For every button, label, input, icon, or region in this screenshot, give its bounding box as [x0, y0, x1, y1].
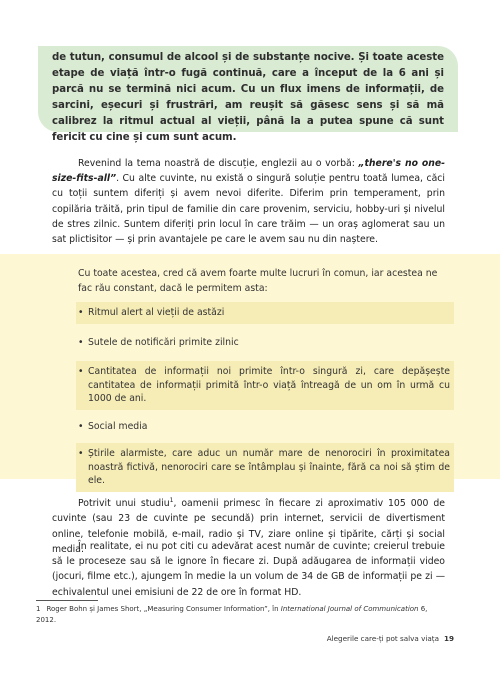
- paragraph-study: Potrivit unui studiu$^1$, oamenii primesc în fiecare zi aproximativ 105 000 de cuvinte (sau 23 de cuvinte pe secundă) prin internet, servicii de divertisment online, telefonie mobilă, e-mail, radio și TV, ziare online și tipărite, cărți și social media.: [52, 497, 445, 555]
- page-footer: [327, 634, 454, 643]
- footnote-reference[interactable]: 1: [169, 497, 174, 504]
- footnote: 1 Roger Bohn și James Short, „Measuring Consumer Information”, în International Journal of Communication 6, 2012.: [36, 605, 428, 624]
- footnote-number: 1: [36, 605, 41, 613]
- paragraph-intro-quote: „there's no one-size-fits-all”: [52, 158, 445, 185]
- paragraph-reality: În realitate, ei nu pot citi cu adevărat acest număr de cuvinte; creierul trebuie să le proceseze sau să le ignore în fiecare zi. După adăugarea de informații video (jocuri, filme etc.), ajungem în medie la un volum de 34 de GB de informații pe zi — echivalentul unei emisiuni de 22 de ore în format HD.: [52, 541, 445, 598]
- list-intro: Cu toate acestea, cred că avem foarte multe lucruri în comun, iar acestea ne fac rău constant, dacă le permitem asta:: [78, 268, 438, 294]
- list-item: • Cantitatea de informații noi primite într-o singură zi, care depășește cantitatea de informații primită într-o viață întreagă de un om în urmă cu 1000 de ani.: [76, 361, 454, 410]
- bullet-marker: •: [78, 336, 84, 348]
- paragraph-intro: [52, 156, 445, 247]
- list-item: • Ritmul alert al vieții de astăzi: [76, 302, 454, 324]
- bullet-marker: •: [78, 420, 84, 432]
- bullet-list: [76, 302, 454, 492]
- running-title: Alegerile care-ți pot salva viața: [326, 634, 439, 643]
- bullet-marker: •: [78, 366, 84, 377]
- quote-text: de tutun, consumul de alcool și de substanțe nocive. Și toate aceste etape de viață într-o fugă continuă, care a început de la 6 ani și parcă nu se termină nici acum. Cu un flux imens de informații, de sarcini, eșecuri și frustrări, am reușit să găsesc sens și să mă calibrez la ritmul actual al vieții, până la a putea spune că sunt fericit cu cine și cum sunt acum.: [52, 52, 444, 143]
- footnote-journal: International Journal of Communication: [280, 605, 419, 613]
- paragraph-intro-after: . Cu alte cuvinte, nu există o singură soluție pentru toată lumea, căci cu toții suntem diferiți și avem nevoi diferite. Diferim prin temperament, prin copilăria trăită, prin tipul de familie din care provenim, serviciu, hobby-uri și nivelul de stres zilnic. Suntem diferiți prin locul în care trăim — un oraș aglomerat sau un sat plictisitor — și prin avantajele pe care le avem sau nu din naștere.: [52, 173, 445, 246]
- page-number: 19: [443, 634, 454, 643]
- footnote-divider: [36, 600, 98, 601]
- paragraph-intro-before: Revenind la tema noastră de discuție, englezii au o vorbă:: [78, 158, 359, 169]
- list-item: • Știrile alarmiste, care aduc un număr mare de nenorociri în proximitatea noastră fictivă, nenorociri care se întâmplau și înainte, fără ca noi să știm de ele.: [76, 443, 454, 492]
- list-item: • Sutele de notificări primite zilnic: [78, 336, 239, 348]
- bullet-marker: •: [78, 448, 84, 459]
- bullet-marker: •: [78, 307, 84, 318]
- list-item: • Social media: [78, 420, 148, 432]
